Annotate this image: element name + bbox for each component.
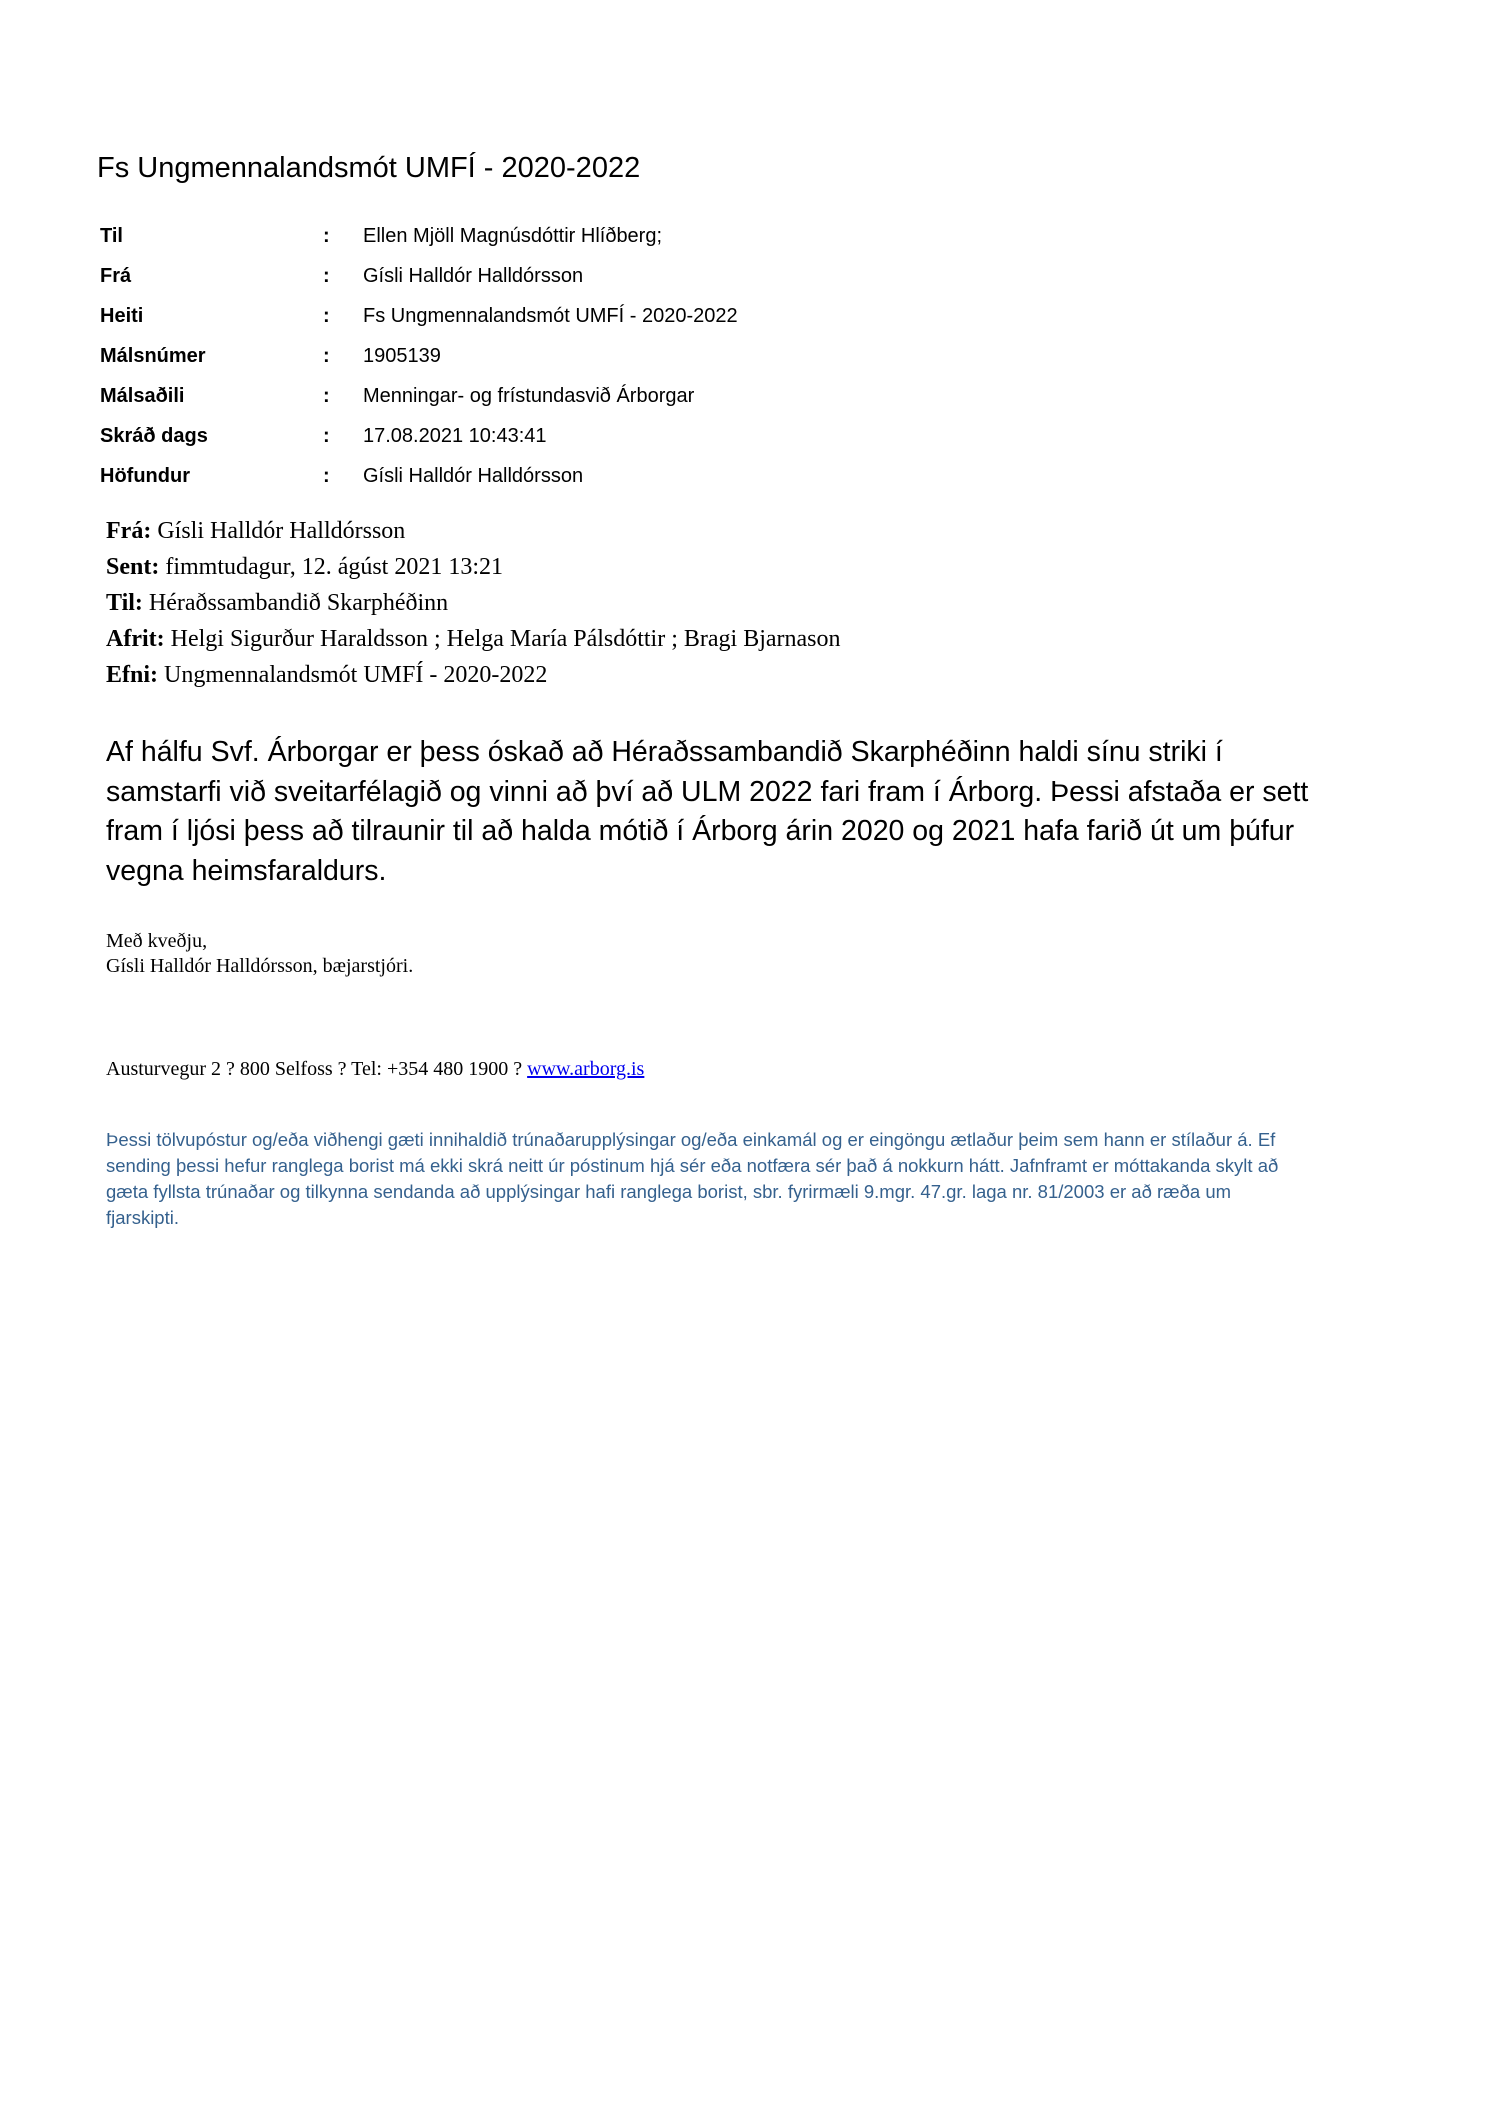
email-header-subject-label: Efni: [106,662,159,688]
email-header-to-value: Héraðssambandið Skarphéðinn [142,590,449,616]
footer-address-text: Austurvegur 2 ? 800 Selfoss ? Tel: +354 480 1900 ? [106,1058,528,1080]
disclaimer-line: sending þessi hefur ranglega borist má ekki skrá neitt úr póstinum hjá sér eða notfæra sér það á nokkurn hátt. Jafnframt er móttakanda skylt að [106,1155,1279,1176]
body-line: vegna heimsfaraldurs. [106,854,387,887]
signature-greeting: Með kveðju, [106,930,208,952]
meta-value-fra: Gísli Halldór Halldórsson [363,264,584,287]
metadata-table [100,216,738,496]
email-header-from [106,513,841,549]
arborg-website-link[interactable]: www.arborg.is [527,1058,645,1080]
email-header-sent-label: Sent: [106,554,160,580]
disclaimer-line: Þessi tölvupóstur og/eða viðhengi gæti innihaldið trúnaðarupplýsingar og/eða einkamál og er eingöngu ætlaður þeim sem hann er stílaður á. Ef [106,1129,1276,1150]
meta-value-malsnumer: 1905139 [363,344,441,367]
meta-value-til: Ellen Mjöll Magnúsdóttir Hlíðberg; [363,224,663,247]
meta-label-hofundur: Höfundur [100,464,190,487]
meta-separator: : [323,344,330,367]
page-title: Fs Ungmennalandsmót UMFÍ - 2020-2022 [97,152,641,184]
meta-separator: : [323,304,330,327]
email-header-block [106,513,841,693]
meta-separator: : [323,224,330,247]
email-header-subject [106,657,841,693]
signature-name: Gísli Halldór Halldórsson, bæjarstjóri. [106,954,414,977]
meta-separator: : [323,464,330,487]
meta-label-fra: Frá [100,264,132,287]
meta-separator: : [323,384,330,407]
confidentiality-disclaimer [106,1127,1278,1231]
email-header-from-label: Frá: [106,518,152,544]
meta-label-til: Til [100,224,123,247]
email-header-subject-value: Ungmennalandsmót UMFÍ - 2020-2022 [158,662,548,688]
email-header-to [106,585,841,621]
meta-value-heiti: Fs Ungmennalandsmót UMFÍ - 2020-2022 [363,304,738,327]
email-header-cc-label: Afrit: [106,626,165,652]
meta-value-malsadili: Menningar- og frístundasvið Árborgar [363,384,695,407]
meta-label-malsadili: Málsaðili [100,384,185,407]
body-line: fram í ljósi þess að tilraunir til að halda mótið í Árborg árin 2020 og 2021 hafa farið út um þúfur [106,815,1295,847]
body-line: samstarfi við sveitarfélagið og vinni að því að ULM 2022 fari fram í Árborg. Þessi afstaða er sett [106,775,1309,808]
email-header-to-label: Til: [106,590,143,616]
meta-label-heiti: Heiti [100,304,144,327]
disclaimer-line: fjarskipti. [106,1207,179,1228]
meta-label-malsnumer: Málsnúmer [100,344,206,367]
meta-separator: : [323,424,330,447]
email-body-paragraph [106,733,1308,891]
meta-value-hofundur: Gísli Halldór Halldórsson [363,464,584,487]
footer-address-line [106,1058,644,1081]
email-header-from-value: Gísli Halldór Halldórsson [151,518,406,544]
body-line: Af hálfu Svf. Árborgar er þess óskað að Héraðssambandið Skarphéðinn haldi sínu striki í [106,736,1223,768]
meta-value-skrad-dags: 17.08.2021 10:43:41 [363,424,547,447]
meta-separator: : [323,264,330,287]
disclaimer-line: gæta fyllsta trúnaðar og tilkynna sendanda að upplýsingar hafi ranglega borist, sbr. fyrirmæli 9.mgr. 47.gr. laga nr. 81/2003 er að ræða um [106,1181,1232,1202]
email-header-sent [106,549,841,585]
email-header-cc [106,621,841,657]
email-header-sent-value: fimmtudagur, 12. ágúst 2021 13:21 [159,554,504,580]
signature-block [106,929,413,978]
email-header-cc-value: Helgi Sigurður Haraldsson ; Helga María Pálsdóttir ; Bragi Bjarnason [164,626,841,652]
meta-label-skrad-dags: Skráð dags [100,424,208,447]
